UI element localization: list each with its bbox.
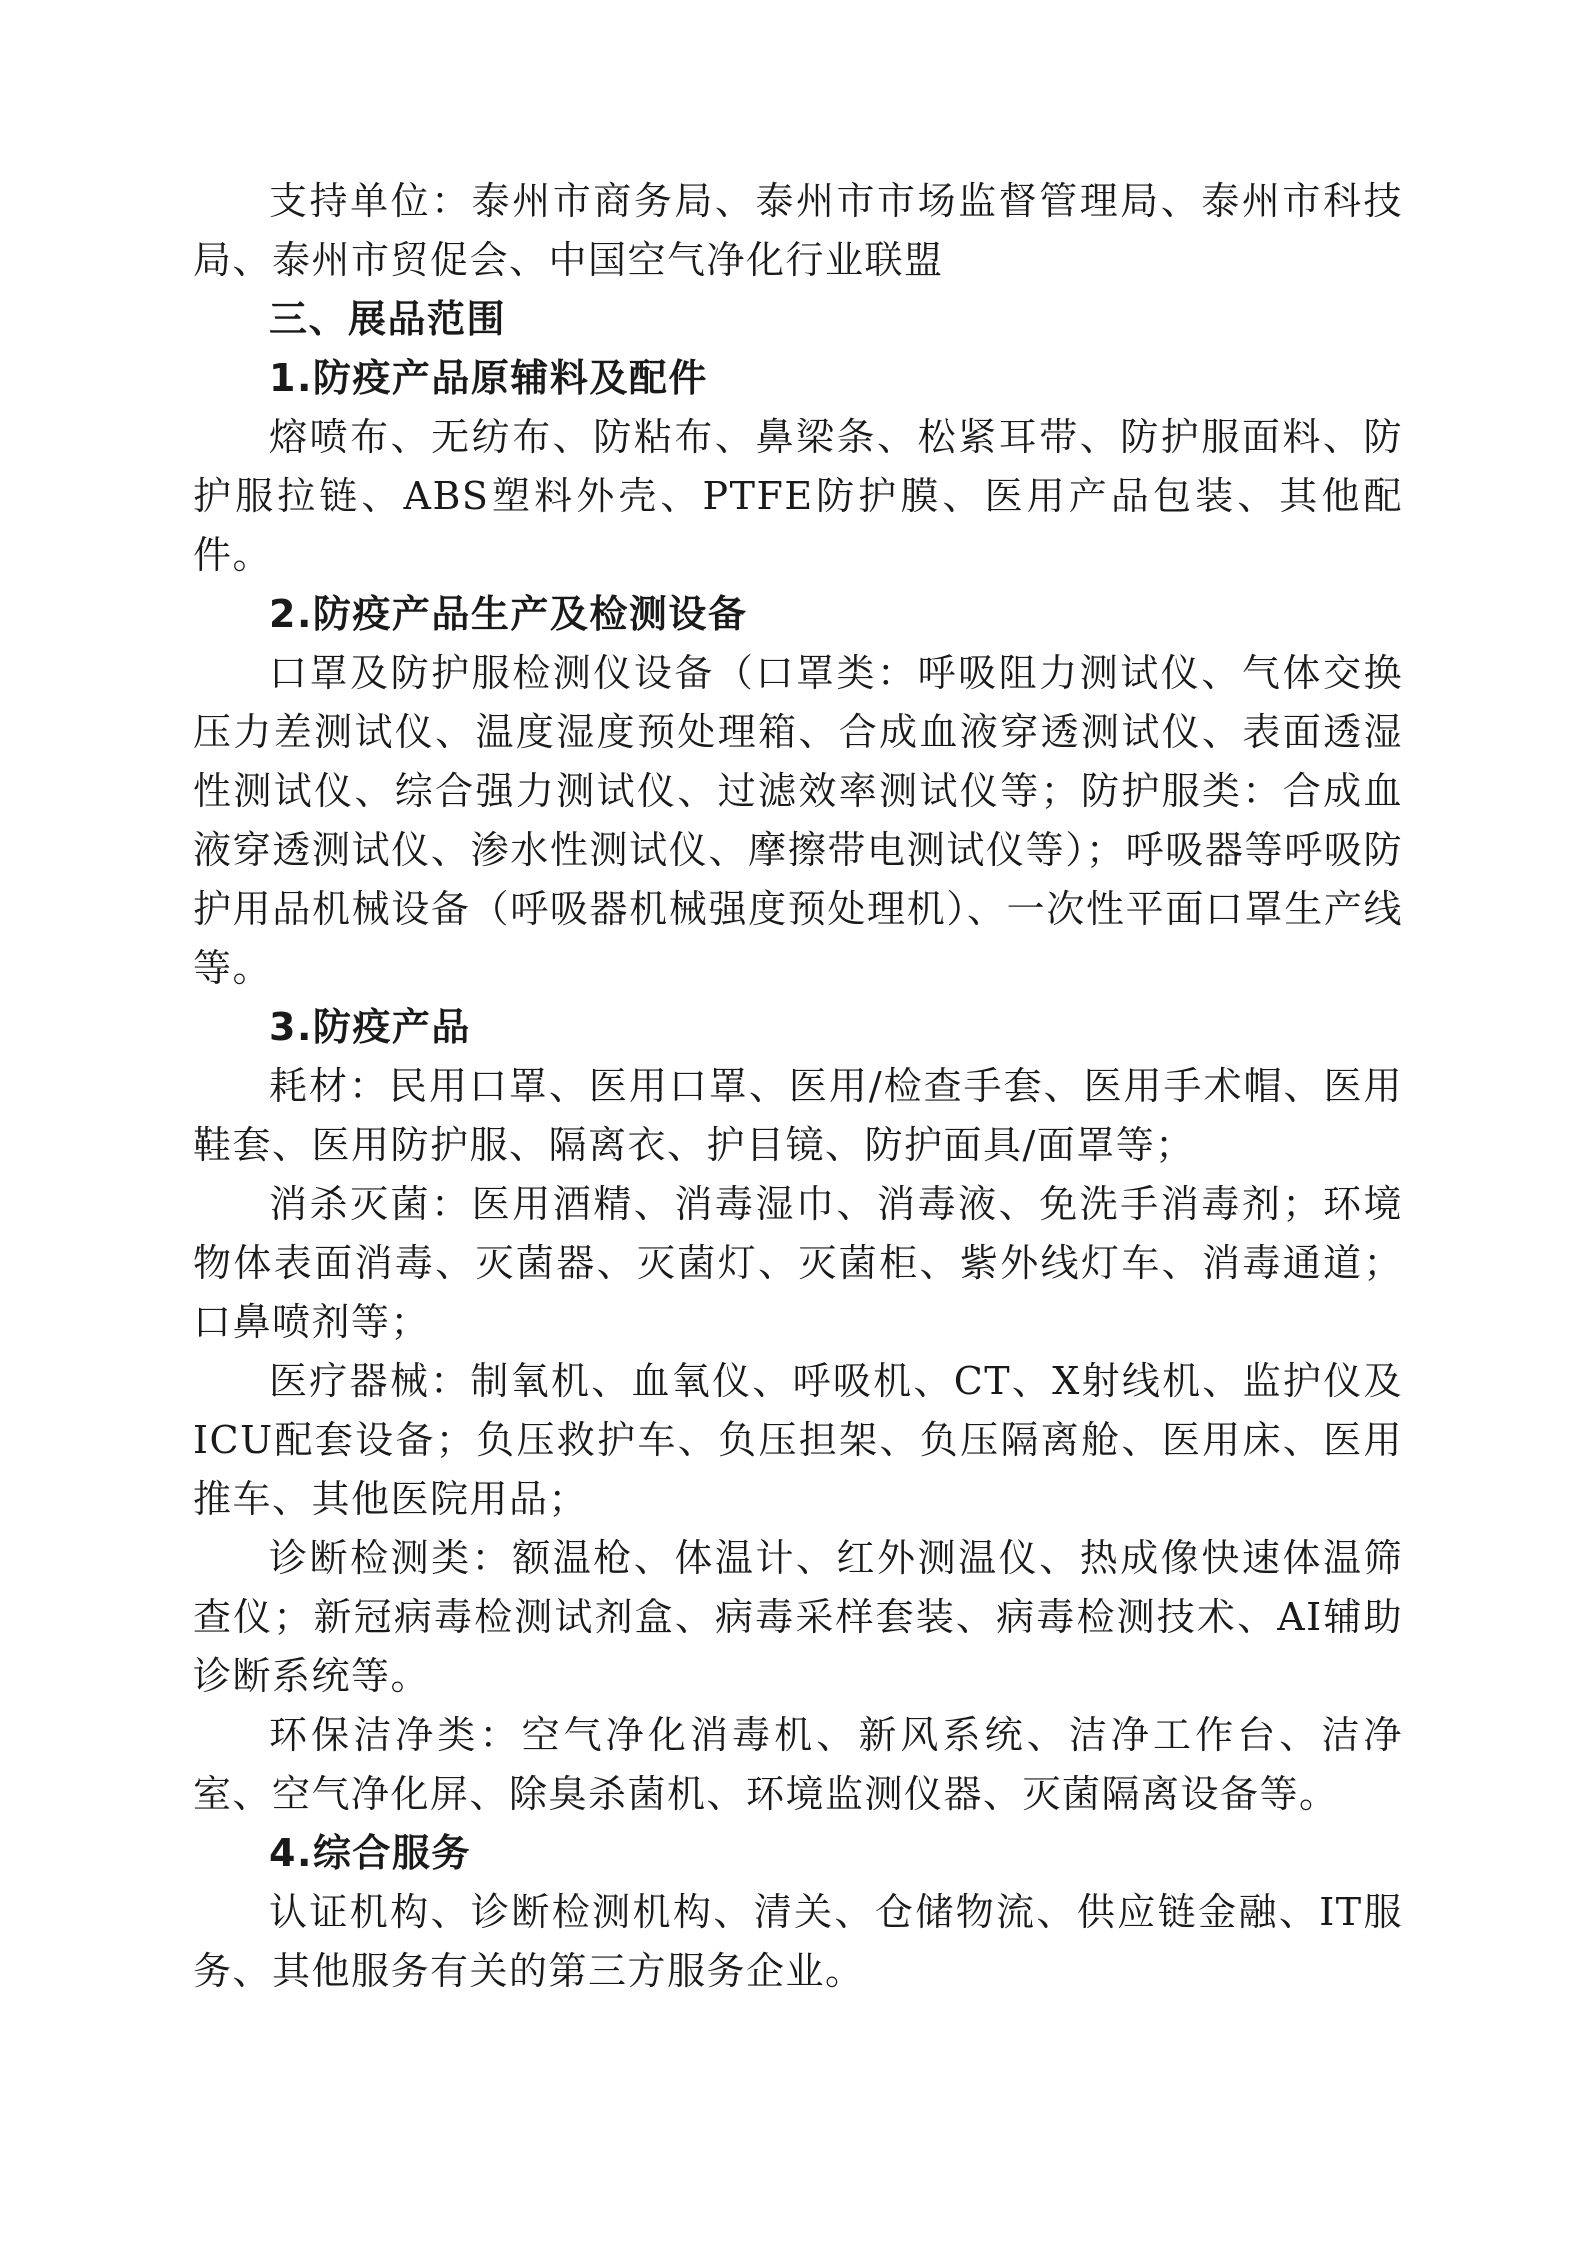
disinfection-paragraph: 消杀灭菌：医用酒精、消毒湿巾、消毒液、免洗手消毒剂；环境物体表面消毒、灭菌器、灭菌灯、灭菌柜、紫外线灯车、消毒通道；口鼻喷剂等； (193, 1182, 1403, 1344)
document-page (193, 172, 1403, 2001)
item-2-paragraph: 口罩及防护服检测仪设备（口罩类：呼吸阻力测试仪、气体交换压力差测试仪、温度湿度预处理箱、合成血液穿透测试仪、表面透湿性测试仪、综合强力测试仪、过滤效率测试仪等；防护服类：合成血液穿透测试仪、渗水性测试仪、摩擦带电测试仪等）；呼吸器等呼吸防护用品机械设备（呼吸器机械强度预处理机）、一次性平面口罩生产线等。 (193, 651, 1403, 990)
item-1-paragraph: 熔喷布、无纺布、防粘布、鼻梁条、松紧耳带、防护服面料、防护服拉链、ABS塑料外壳、PTFE防护膜、医用产品包装、其他配件。 (193, 415, 1403, 577)
item-2-heading: 2.防疫产品生产及检测设备 (269, 592, 748, 636)
support-units-paragraph: 支持单位：泰州市商务局、泰州市市场监督管理局、泰州市科技局、泰州市贸促会、中国空气净化行业联盟 (193, 179, 1403, 282)
environmental-paragraph: 环保洁净类：空气净化消毒机、新风系统、洁净工作台、洁净室、空气净化屏、除臭杀菌机、环境监测仪器、灭菌隔离设备等。 (193, 1713, 1403, 1816)
section-3-heading: 三、展品范围 (269, 297, 507, 341)
consumables-paragraph: 耗材：民用口罩、医用口罩、医用/检查手套、医用手术帽、医用鞋套、医用防护服、隔离衣、护目镜、防护面具/面罩等； (193, 1064, 1403, 1167)
item-4-paragraph: 认证机构、诊断检测机构、清关、仓储物流、供应链金融、IT服务、其他服务有关的第三方服务企业。 (193, 1890, 1403, 1993)
item-4-heading: 4.综合服务 (269, 1831, 471, 1875)
item-1-heading: 1.防疫产品原辅料及配件 (269, 356, 708, 400)
diagnostics-paragraph: 诊断检测类：额温枪、体温计、红外测温仪、热成像快速体温筛查仪；新冠病毒检测试剂盒、病毒采样套装、病毒检测技术、AI辅助诊断系统等。 (193, 1536, 1403, 1698)
medical-devices-paragraph: 医疗器械：制氧机、血氧仪、呼吸机、CT、X射线机、监护仪及ICU配套设备；负压救护车、负压担架、负压隔离舱、医用床、医用推车、其他医院用品； (193, 1359, 1403, 1521)
item-3-heading: 3.防疫产品 (269, 1005, 471, 1049)
